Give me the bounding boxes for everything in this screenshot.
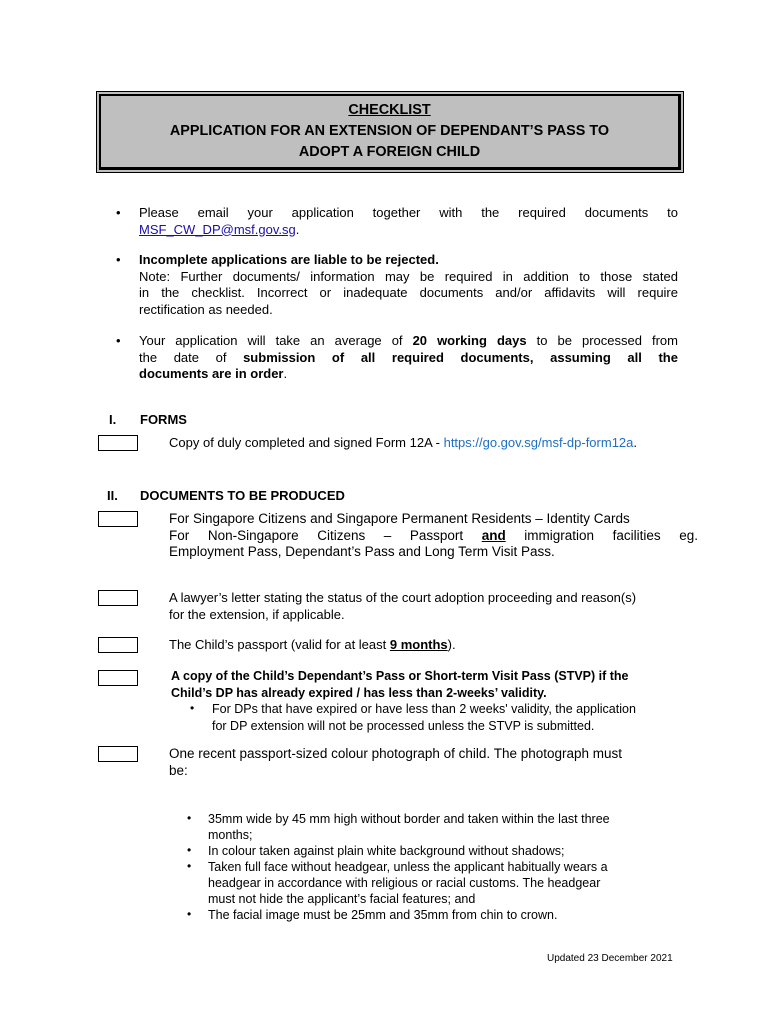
dp-sub-line-2: for DP extension will not be processed unless the STVP is submitted. <box>212 718 595 733</box>
dp-subnote <box>212 701 708 734</box>
identity-documents-item <box>169 511 698 561</box>
document-title-line2: ADOPT A FOREIGN CHILD <box>298 144 481 160</box>
section-2-heading: DOCUMENTS TO BE PRODUCED <box>140 488 345 503</box>
bullet-icon: • <box>187 811 192 825</box>
ids-line-1: For Singapore Citizens and Singapore Permanent Residents – Identity Cards <box>169 511 630 526</box>
lawyer-line-1: A lawyer’s letter stating the status of the court adoption proceeding and reason(s) <box>169 590 637 605</box>
ids-line-3: Employment Pass, Dependant’s Pass and Long Term Visit Pass. <box>169 544 555 559</box>
child-passport-item: The Child’s passport (valid for at least 9 months). <box>169 637 456 652</box>
processing-line-1: Your application will take an average of 20 working days to be processed from <box>139 333 678 348</box>
incomplete-heading: Incomplete applications are liable to be rejected. <box>139 252 439 267</box>
section-2-numeral: II. <box>107 488 118 503</box>
section-1-numeral: I. <box>109 412 117 427</box>
note-line-3: rectification as needed. <box>139 301 273 317</box>
title-box <box>96 91 684 173</box>
photo-requirement: 35mm wide by 45 mm high without border and taken within the last three months; <box>208 812 610 842</box>
photo-requirement: The facial image must be 25mm and 35mm from chin to crown. <box>208 908 558 922</box>
lawyer-line-2: for the extension, if applicable. <box>169 606 345 622</box>
working-days: 20 working days <box>412 333 527 348</box>
lawyer-letter-checkbox[interactable] <box>98 590 138 606</box>
email-instruction-line: Please email your application together with the required documents to <box>139 205 678 220</box>
bullet-icon: • <box>187 843 192 857</box>
email-link[interactable]: MSF_CW_DP@msf.gov.sg <box>139 221 296 237</box>
photo-line-1: One recent passport-sized colour photograph of child. The photograph must <box>169 746 623 761</box>
dependants-pass-item <box>171 668 707 701</box>
bullet-icon: • <box>187 859 192 873</box>
photo-requirement: In colour taken against plain white background without shadows; <box>208 844 565 858</box>
nine-months: 9 months <box>389 637 448 652</box>
photograph-checkbox[interactable] <box>98 746 138 762</box>
photo-requirement: Taken full face without headgear, unless the applicant habitually wears a headgear in accordance with religious or racial customs. The headgear must not hide the applicant’s facial features; and <box>208 860 608 906</box>
photo-line-2: be: <box>169 762 188 778</box>
bullet-icon: • <box>116 252 121 267</box>
email-tail: . <box>295 221 300 237</box>
dp-line-2: Child’s DP has already expired / has less than 2-weeks’ validity. <box>171 685 547 700</box>
bullet-icon: • <box>116 333 121 348</box>
dp-sub-line-1: For DPs that have expired or have less than 2 weeks' validity, the application <box>212 702 636 716</box>
form12a-checkbox[interactable] <box>98 435 138 451</box>
processing-line-3: documents are in order. <box>139 366 288 381</box>
identity-documents-checkbox[interactable] <box>98 511 138 527</box>
child-passport-checkbox[interactable] <box>98 637 138 653</box>
bullet-icon: • <box>116 205 121 220</box>
ids-line-2: For Non-Singapore Citizens – Passport and immigration facilities eg. <box>169 527 698 543</box>
note-line-2: in the checklist. Incorrect or inadequate documents and/or affidavits will require <box>139 285 678 300</box>
checklist-title: CHECKLIST <box>348 102 431 118</box>
processing-line-2: the date of submission of all required documents, assuming all the <box>139 349 678 365</box>
updated-date: Updated 23 December 2021 <box>547 953 673 964</box>
photograph-item <box>169 746 679 779</box>
note-line-1: Note: Further documents/ information may be required in addition to those stated <box>139 268 678 284</box>
section-1-heading: FORMS <box>140 412 187 427</box>
bullet-icon: • <box>187 907 192 921</box>
dp-line-1: A copy of the Child’s Dependant’s Pass or Short-term Visit Pass (STVP) if the <box>171 669 629 683</box>
incomplete-notice <box>139 252 678 318</box>
form12a-item: Copy of duly completed and signed Form 12A - https://go.gov.sg/msf-dp-form12a. <box>169 435 638 450</box>
title-box-inner <box>99 94 681 170</box>
dependants-pass-checkbox[interactable] <box>98 670 138 686</box>
processing-time <box>139 333 678 383</box>
document-title-line1: APPLICATION FOR AN EXTENSION OF DEPENDANT’S PASS TO <box>169 123 610 139</box>
bullet-icon: • <box>190 701 195 715</box>
form12a-link[interactable]: https://go.gov.sg/msf-dp-form12a <box>443 435 634 450</box>
email-instruction <box>139 205 678 238</box>
lawyer-letter-item <box>169 590 703 623</box>
